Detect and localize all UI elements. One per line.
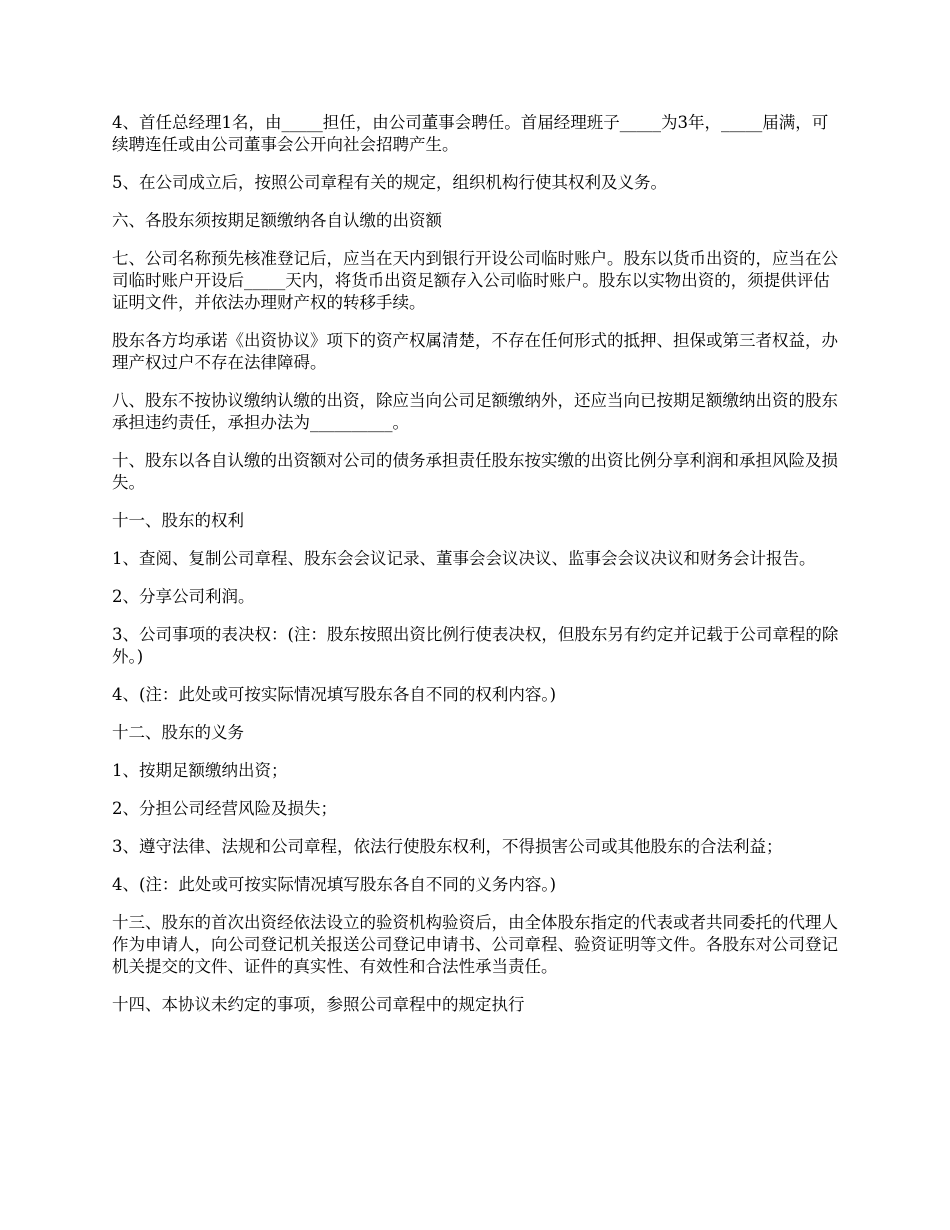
rights-item-1: 1、查阅、复制公司章程、股东会会议记录、董事会会议决议、监事会会议决议和财务会计报告。 bbox=[112, 549, 816, 568]
obligations-item-2: 2、分担公司经营风险及损失； bbox=[112, 799, 337, 818]
section-8-breach-liability: 八、股东不按协议缴纳认缴的出资，除应当向公司足额缴纳外，还应当向已按期足额缴纳出资的股东承担违约责任，承担办法为__________。 bbox=[112, 391, 838, 432]
section-11-heading-rights: 十一、股东的权利 bbox=[112, 511, 244, 530]
section-6-capital-contribution: 六、各股东须按期足额缴纳各自认缴的出资额 bbox=[112, 211, 442, 230]
rights-item-4: 4、(注：此处或可按实际情况填写股东各自不同的权利内容。) bbox=[112, 685, 557, 704]
paragraph-asset-ownership-pledge: 股东各方均承诺《出资协议》项下的资产权属清楚，不存在任何形式的抵押、担保或第三者权益，办理产权过户不存在法律障碍。 bbox=[112, 331, 838, 372]
obligations-item-1: 1、按期足额缴纳出资； bbox=[112, 761, 288, 780]
obligations-item-4: 4、(注：此处或可按实际情况填写股东各自不同的义务内容。) bbox=[112, 875, 557, 894]
rights-item-3: 3、公司事项的表决权：(注：股东按照出资比例行使表决权，但股东另有约定并记载于公司章程的除外。) bbox=[112, 625, 839, 666]
section-12-heading-obligations: 十二、股东的义务 bbox=[112, 723, 244, 742]
section-10-liability-profit: 十、股东以各自认缴的出资额对公司的债务承担责任股东按实缴的出资比例分享利润和承担风险及损失。 bbox=[112, 451, 838, 492]
document-body bbox=[112, 112, 842, 1032]
paragraph-organization-rights: 5、在公司成立后，按照公司章程有关的规定，组织机构行使其权利及义务。 bbox=[112, 173, 667, 192]
section-13-registration: 十三、股东的首次出资经依法设立的验资机构验资后，由全体股东指定的代表或者共同委托的代理人作为申请人，向公司登记机关报送公司登记申请书、公司章程、验资证明等文件。各股东对公司登记机关提交的文件、证件的真实性、有效性和合法性承当责任。 bbox=[112, 913, 838, 976]
section-7-temporary-account: 七、公司名称预先核准登记后，应当在天内到银行开设公司临时账户。股东以货币出资的，应当在公司临时账户开设后_____天内，将货币出资足额存入公司临时账户。股东以实物出资的，须提供评估证明文件，并依法办理财产权的转移手续。 bbox=[112, 249, 838, 312]
paragraph-general-manager: 4、首任总经理1名，由_____担任，由公司董事会聘任。首届经理班子_____为3年，_____届满，可续聘连任或由公司董事会公开向社会招聘产生。 bbox=[112, 113, 829, 154]
rights-item-2: 2、分享公司利润。 bbox=[112, 587, 255, 606]
section-14-unspecified-matters: 十四、本协议未约定的事项，参照公司章程中的规定执行 bbox=[112, 995, 525, 1014]
obligations-item-3: 3、遵守法律、法规和公司章程，依法行使股东权利，不得损害公司或其他股东的合法利益； bbox=[112, 837, 783, 856]
